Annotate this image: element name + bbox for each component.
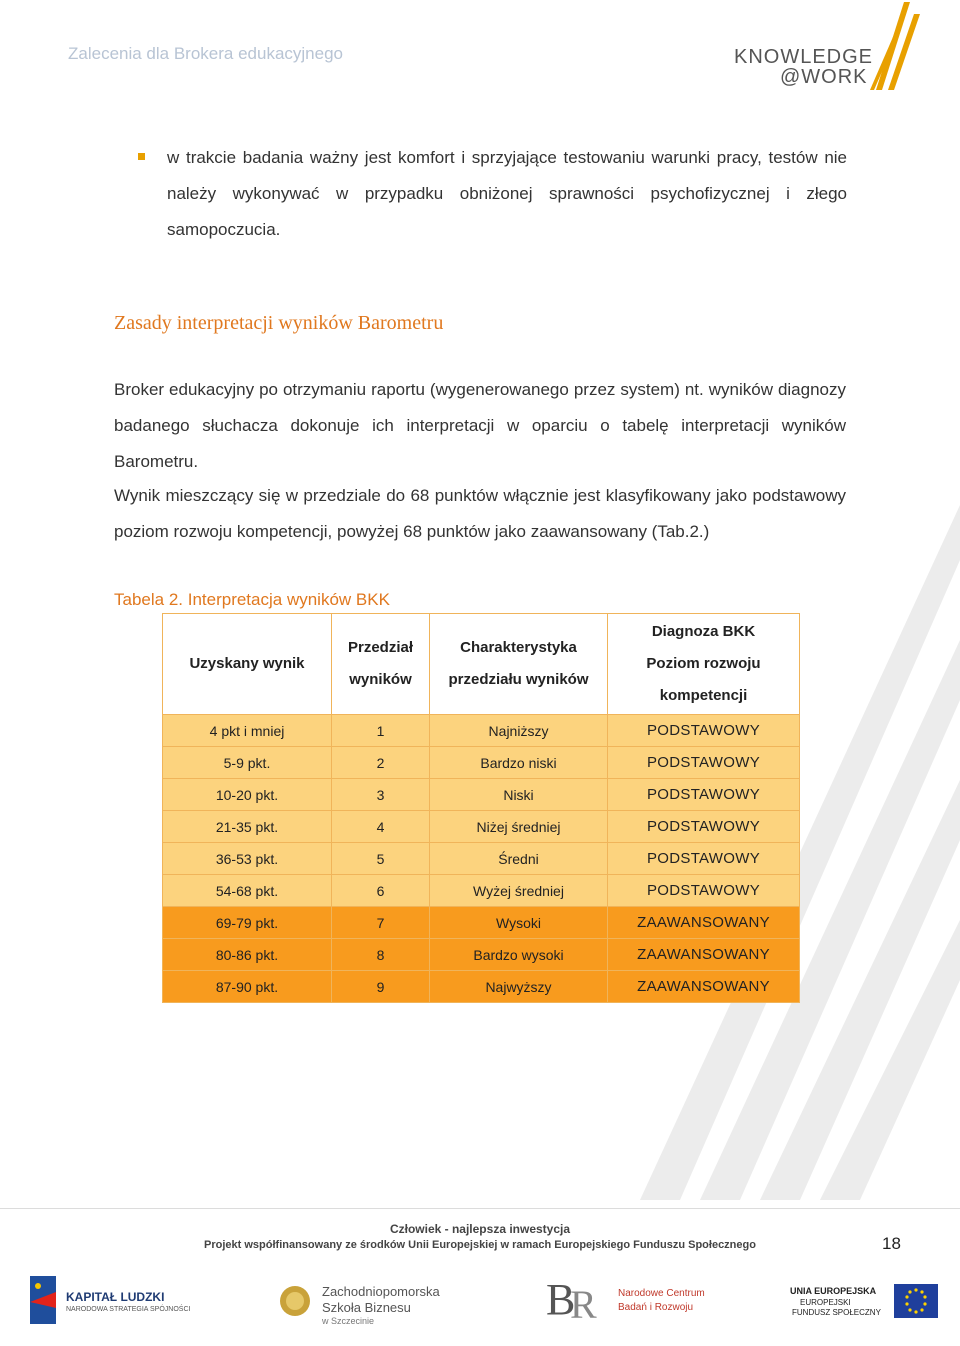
paragraph-interpretation: Broker edukacyjny po otrzymaniu raportu (wygenerowanego przez system) nt. wyników diagnozy badanego słuchacza dokonuje ich interpretacji w oparciu o tabelę interpretacji wyników Barometru. [114,380,846,471]
table-row: 4 pkt i mniej 1 Najniższy PODSTAWOWY [163,715,800,747]
svg-text:R: R [570,1282,597,1327]
kapital-ludzki-logo: KAPITAŁ LUDZKI NARODOWA STRATEGIA SPÓJNOŚCI [26,1270,196,1330]
logo-line1: KNOWLEDGE [734,46,874,68]
header-score: Uzyskany wynik [163,614,332,715]
header-diagnosis: Diagnoza BKK Poziom rozwoju kompetencji [608,614,800,715]
table-row: 5-9 pkt. 2 Bardzo niski PODSTAWOWY [163,747,800,779]
table-caption: Tabela 2. Interpretacja wyników BKK [114,590,390,609]
eu-logo: UNIA EUROPEJSKA EUROPEJSKI FUNDUSZ SPOŁECZNY [790,1270,940,1330]
footer-divider [0,1208,960,1209]
footer-tagline: Człowiek - najlepsza inwestycja [389,1222,571,1236]
document-title: Zalecenia dla Brokera edukacyjnego [68,44,344,63]
interpretation-table [162,613,800,1003]
table-row: 80-86 pkt. 8 Bardzo wysoki ZAAWANSOWANY [163,939,800,971]
svg-text:B: B [546,1275,576,1324]
ncbr-mark-icon [540,1270,610,1330]
header-description: Charakterystyka przedziału wyników [430,614,608,715]
bullet-text: w trakcie badania ważny jest komfort i sprzyjające testowaniu warunki pracy, testów nie należy wykonywać w przypadku obniżonej sprawności psychofizycznej i złego samopoczucia. [167,148,847,239]
eu-flag-icon [894,1284,938,1318]
zsb-seal-icon [278,1284,312,1318]
table-row: 54-68 pkt. 6 Wyżej średniej PODSTAWOWY [163,875,800,907]
zsb-logo: Zachodniopomorska Szkoła Biznesu w Szczecinie [278,1270,458,1330]
table-row: 10-20 pkt. 3 Niski PODSTAWOWY [163,779,800,811]
section-heading: Zasady interpretacji wyników Barometru [114,312,444,334]
paragraph-threshold: Wynik mieszczący się w przedziale do 68 punktów włącznie jest klasyfikowany jako podstawowy poziom rozwoju kompetencji, powyżej 68 punktów jako zaawansowany (Tab.2.) [114,486,846,541]
header-range: Przedział wyników [332,614,430,715]
table-row: 69-79 pkt. 7 Wysoki ZAAWANSOWANY [163,907,800,939]
table-row: 36-53 pkt. 5 Średni PODSTAWOWY [163,843,800,875]
footer-funding-note: Projekt współfinansowany ze środków Unii Europejskiej w ramach Europejskiego Funduszu Społecznego [204,1239,756,1251]
bullet-square-icon [138,153,145,160]
table-header-row [163,614,800,715]
logo-mark-icon [860,2,920,90]
page-number: 18 [882,1234,901,1253]
table-row: 87-90 pkt. 9 Najwyższy ZAAWANSOWANY [163,971,800,1003]
knowledge-at-work-logo [734,2,954,92]
logo-line2: @WORK [780,66,868,88]
kapital-ludzki-mark-icon [26,1272,62,1328]
table-row: 21-35 pkt. 4 Niżej średniej PODSTAWOWY [163,811,800,843]
ncbr-logo: B R Narodowe Centrum Badań i Rozwoju [540,1270,710,1330]
